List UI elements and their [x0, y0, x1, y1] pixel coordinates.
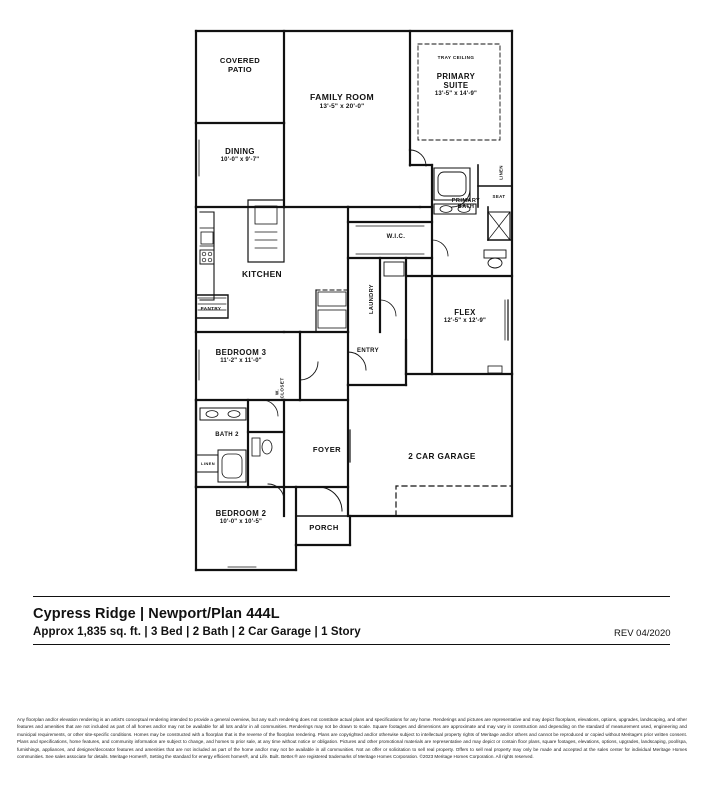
room-dimensions: 10'-0" x 9'-7" — [220, 156, 260, 163]
room-dimensions: 11'-2" x 11'-0" — [220, 357, 262, 364]
room-name: BATH 2 — [215, 432, 239, 438]
room-name: KITCHEN — [241, 269, 283, 279]
footer-rule-bottom — [33, 644, 670, 645]
footer-rule-top — [33, 596, 670, 597]
room-name: PRIMARY SUITE — [436, 72, 476, 90]
plan-title: Cypress Ridge | Newport/Plan 444L — [33, 606, 280, 622]
room-dimensions: 13'-5" x 14'-9" — [434, 90, 478, 97]
room-name: LAUNDRY — [369, 284, 375, 314]
room-name: ENTRY — [356, 348, 380, 354]
room-name: LINEN — [498, 165, 504, 180]
room-name: PANTRY — [200, 306, 222, 311]
room-name: DINING — [225, 147, 255, 156]
room-name: PRIMARY BATH — [451, 198, 481, 211]
room-dimensions: 10'-0" x 10'-5" — [219, 518, 263, 525]
room-name: W.I.C. — [386, 234, 406, 240]
room-name: SEAT — [492, 194, 506, 199]
room-name: COVERED PATIO — [219, 56, 261, 74]
room-name: FOYER — [312, 445, 342, 454]
room-name: PORCH — [309, 523, 339, 532]
room-name: FAMILY ROOM — [309, 92, 375, 102]
plan-subtitle: Approx 1,835 sq. ft. | 3 Bed | 2 Bath | 2 Car Garage | 1 Story — [33, 626, 361, 638]
room-name: TRAY CEILING — [437, 55, 475, 60]
room-name: FLEX — [454, 308, 476, 317]
room-dimensions: 13'-5" x 20'-0" — [319, 102, 365, 110]
room-name: BEDROOM 2 — [215, 509, 267, 518]
legal-disclaimer: Any floorplan and/or elevation rendering is an artist's conceptual rendering intended to provide a general overview, but any such rendering does not constitute actual plans and specifications for any home. Renderings and pictures are representative and may depict floorplans, elevations, options, upgrades, landscaping, and other features and amenities that are not included as part of all homes and/or may not be available for all lots and/or in all communities. Renderings may not be drawn to scale. Square footages and dimensions are approximate and may vary in construction and depending on the standard of measurement used, engineering and municipal requirements, or other site-specific conditions. Homes may be constructed with a floorplan that is the reverse of the floorplan rendering. Plans are copyrighted and/or otherwise subject to intellectual property rights of Meritage and/or others and cannot be reproduced or copied without Meritage's prior written consent. Plans and specifications, home features, and community information are subject to change, and homes to prior sale, at any time without notice or obligation. Pictures and other promotional materials are representative and may depict or contain floor plans, square footages, elevations, options, upgrades, landscaping, pool/spa, furnishings, appliances, and designer/decorator features and amenities that are not included as part of the home and/or may not be available in all communities. Not an offer or solicitation to sell real property. Offers to sell real property may only be made and accepted at the sales center for individual Meritage Homes communities. See sales associate for details. Meritage Homes®, Setting the standard for energy efficient homes®, and Life. Built. Better.® are registered trademarks of Meritage Homes Corporation. ©2023 Meritage Homes Corporation. All rights reserved. — [17, 717, 687, 760]
room-name: 2 CAR GARAGE — [408, 452, 476, 461]
room-name: LINEN — [201, 461, 215, 466]
plan-revision: REV 04/2020 — [614, 628, 671, 639]
room-name: W. CLOSET — [274, 377, 285, 399]
room-name: BEDROOM 3 — [215, 348, 267, 357]
room-dimensions: 12'-5" x 12'-9" — [443, 317, 487, 324]
